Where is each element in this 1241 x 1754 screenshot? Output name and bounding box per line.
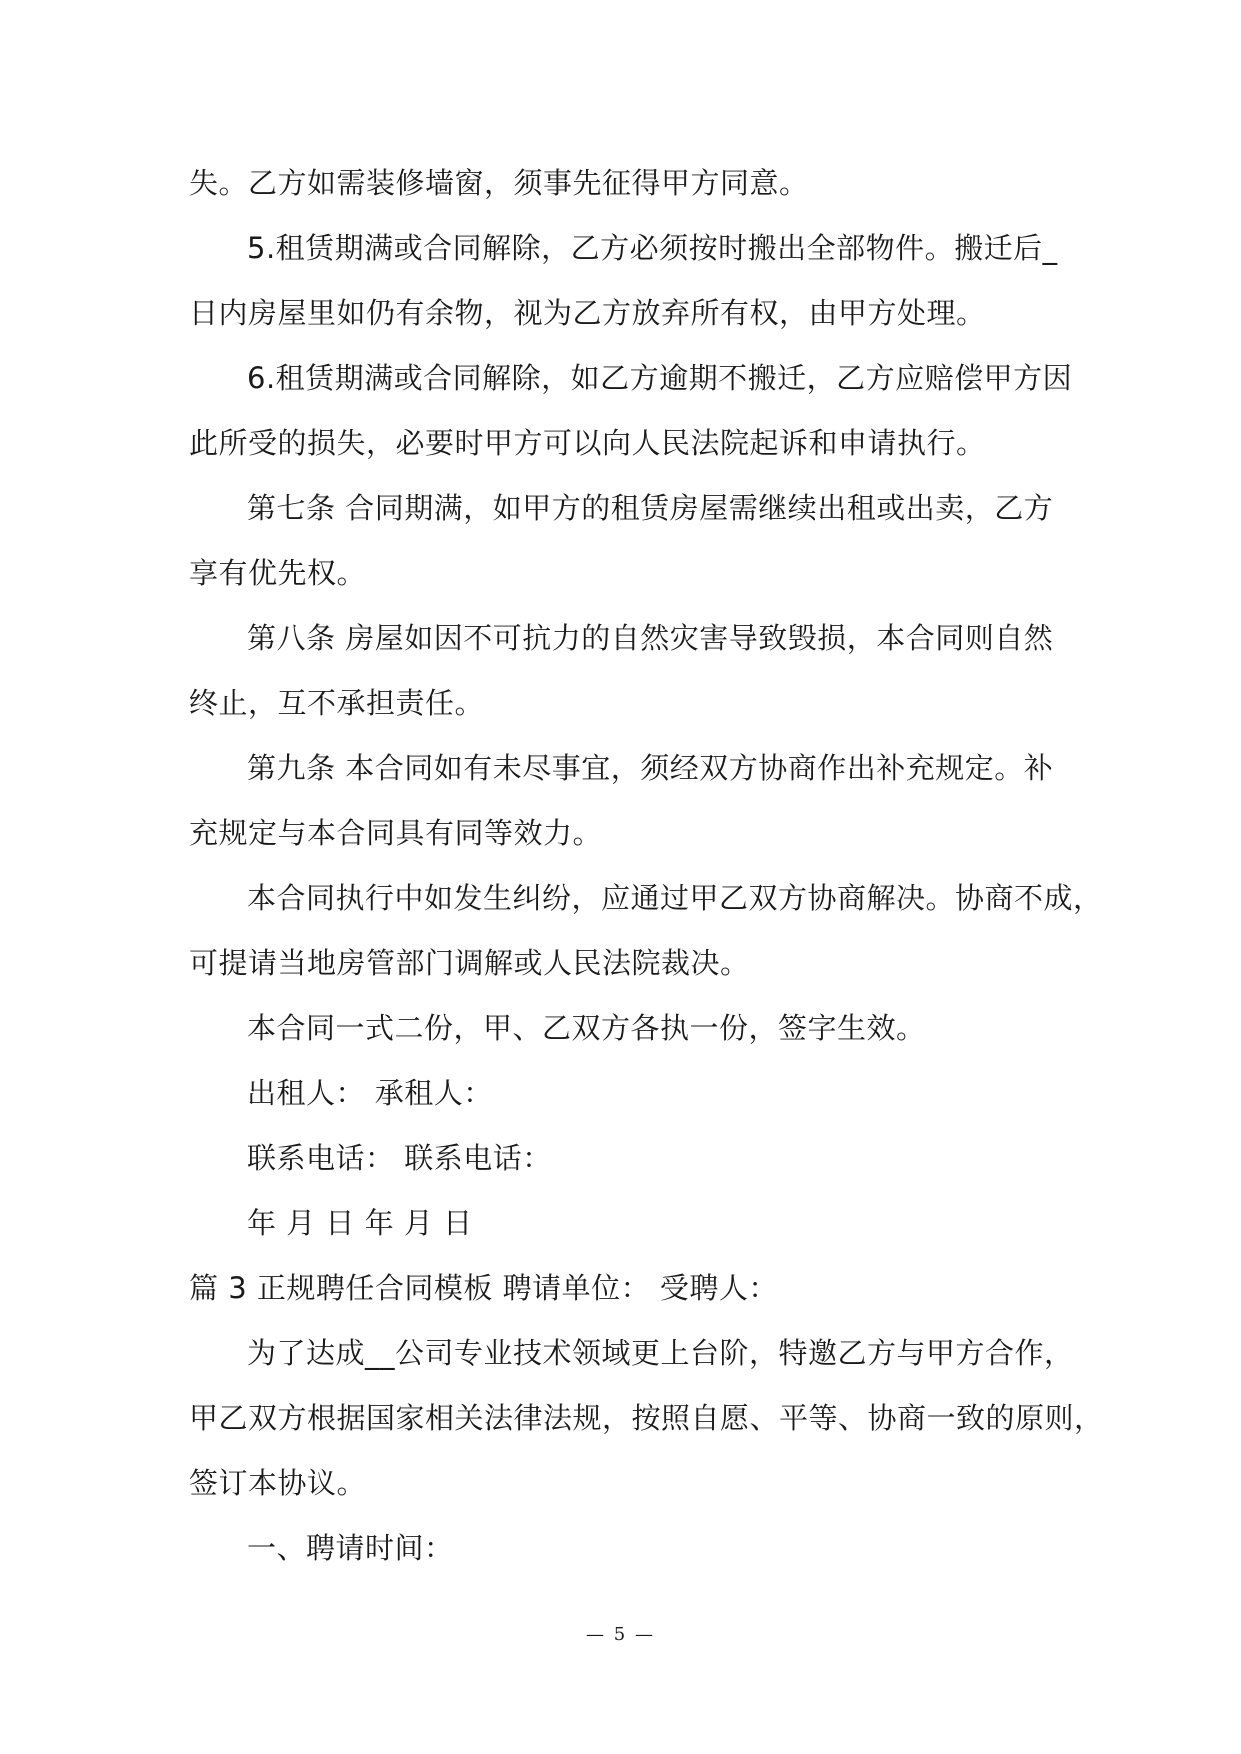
section-heading: 篇 3 正规聘任合同模板 聘请单位： 受聘人： [189,1271,778,1305]
text-line: 充规定与本合同具有同等效力。 [189,816,603,850]
text-line: 此所受的损失，必要时甲方可以向人民法院起诉和申请执行。 [189,426,986,460]
text-line: 终止，互不承担责任。 [189,686,485,720]
text-line: 本合同执行中如发生纠纷，应通过甲乙双方协商解决。协商不成， [247,881,1103,915]
text-line: 6.租赁期满或合同解除，如乙方逾期不搬迁，乙方应赔偿甲方因 [247,361,1073,395]
text-line: 第八条 房屋如因不可抗力的自然灾害导致毁损，本合同则自然 [247,621,1054,655]
contact-phones: 联系电话： 联系电话： [247,1141,552,1175]
text-line: 为了达成__公司专业技术领域更上台阶，特邀乙方与甲方合作， [247,1336,1074,1370]
text-line: 签订本协议。 [189,1466,367,1500]
text-line: 第七条 合同期满，如甲方的租赁房屋需继续出租或出卖，乙方 [247,491,1054,525]
text-line: 可提请当地房管部门调解或人民法院裁决。 [189,946,750,980]
text-line: 本合同一式二份，甲、乙双方各执一份，签字生效。 [247,1011,926,1045]
page-number: — 5 — [586,1624,655,1645]
text-line: 第九条 本合同如有未尽事宜，须经双方协商作出补充规定。补 [247,751,1054,785]
signature-parties: 出租人： 承租人： [247,1076,493,1110]
text-line: 一、聘请时间： [247,1531,454,1565]
text-line: 甲乙双方根据国家相关法律法规，按照自愿、平等、协商一致的原则， [189,1401,1104,1435]
text-line: 5.租赁期满或合同解除，乙方必须按时搬出全部物件。搬迁后_ [247,231,1058,265]
text-line: 日内房屋里如仍有余物，视为乙方放弃所有权，由甲方处理。 [189,296,986,330]
text-line: 失。乙方如需装修墙窗，须事先征得甲方同意。 [189,166,809,200]
text-line: 享有优先权。 [189,556,367,590]
signature-dates: 年 月 日 年 月 日 [247,1206,473,1240]
